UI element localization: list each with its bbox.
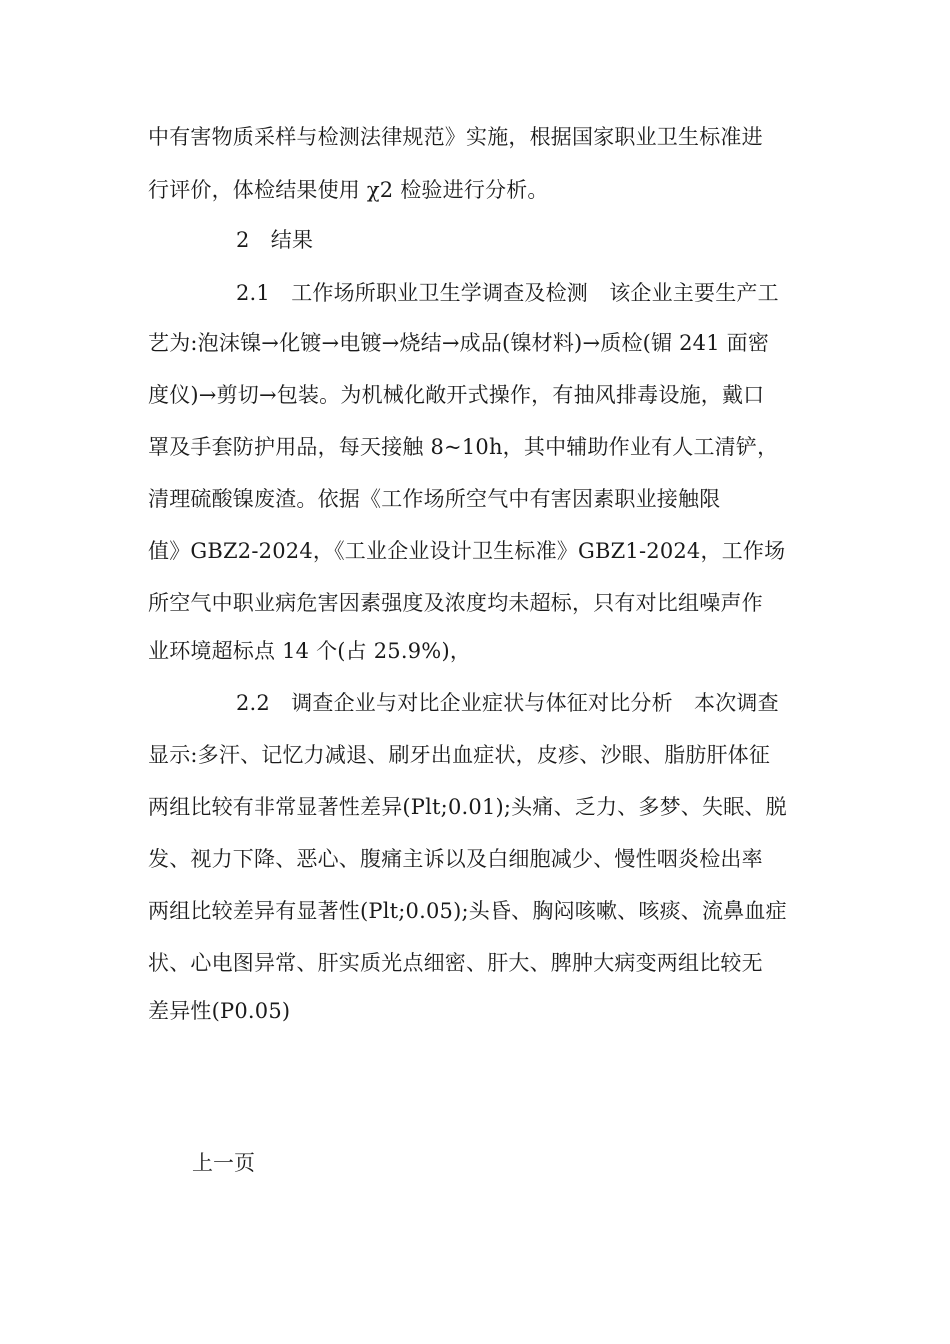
section-heading: 2 结果	[236, 228, 314, 252]
subsection-heading-line: 2.2 调查企业与对比企业症状与体征对比分析 本次调查	[236, 691, 779, 715]
paragraph-line: 两组比较差异有显著性(Plt;0.05);头昏、胸闷咳嗽、咳痰、流鼻血症	[148, 899, 787, 923]
paragraph-line: 罩及手套防护用品，每天接触 8~10h，其中辅助作业有人工清铲，	[148, 435, 779, 459]
paragraph-line: 两组比较有非常显著性差异(Plt;0.01);头痛、乏力、多梦、失眠、脱	[148, 795, 787, 819]
paragraph-line: 所空气中职业病危害因素强度及浓度均未超标，只有对比组噪声作	[148, 591, 763, 615]
paragraph-line: 中有害物质采样与检测法律规范》实施，根据国家职业卫生标准进	[148, 125, 763, 149]
paragraph-line: 行评价，体检结果使用 χ2 检验进行分析。	[148, 178, 549, 202]
paragraph-line: 清理硫酸镍废渣。依据《工作场所空气中有害因素职业接触限	[148, 487, 721, 511]
paragraph-line: 显示:多汗、记忆力减退、刷牙出血症状，皮疹、沙眼、脂肪肝体征	[148, 743, 771, 767]
paragraph-line: 发、视力下降、恶心、腹痛主诉以及白细胞减少、慢性咽炎检出率	[148, 847, 763, 871]
paragraph-line: 艺为:泡沫镍→化镀→电镀→烧结→成品(镍材料)→质检(镅 241 面密	[148, 331, 770, 355]
paragraph-line: 度仪)→剪切→包装。为机械化敞开式操作，有抽风排毒设施，戴口	[148, 383, 765, 407]
paragraph-line: 业环境超标点 14 个(占 25.9%)，	[148, 639, 472, 663]
subsection-heading-line: 2.1 工作场所职业卫生学调查及检测 该企业主要生产工	[236, 281, 779, 305]
paragraph-line: 状、心电图异常、肝实质光点细密、肝大、脾肿大病变两组比较无	[148, 951, 763, 975]
paragraph-line: 差异性(P0.05)	[148, 999, 291, 1023]
paragraph-line: 值》GBZ2-2024，《工业企业设计卫生标准》GBZ1-2024，工作场	[148, 539, 786, 563]
previous-page-link[interactable]: 上一页	[192, 1151, 255, 1175]
